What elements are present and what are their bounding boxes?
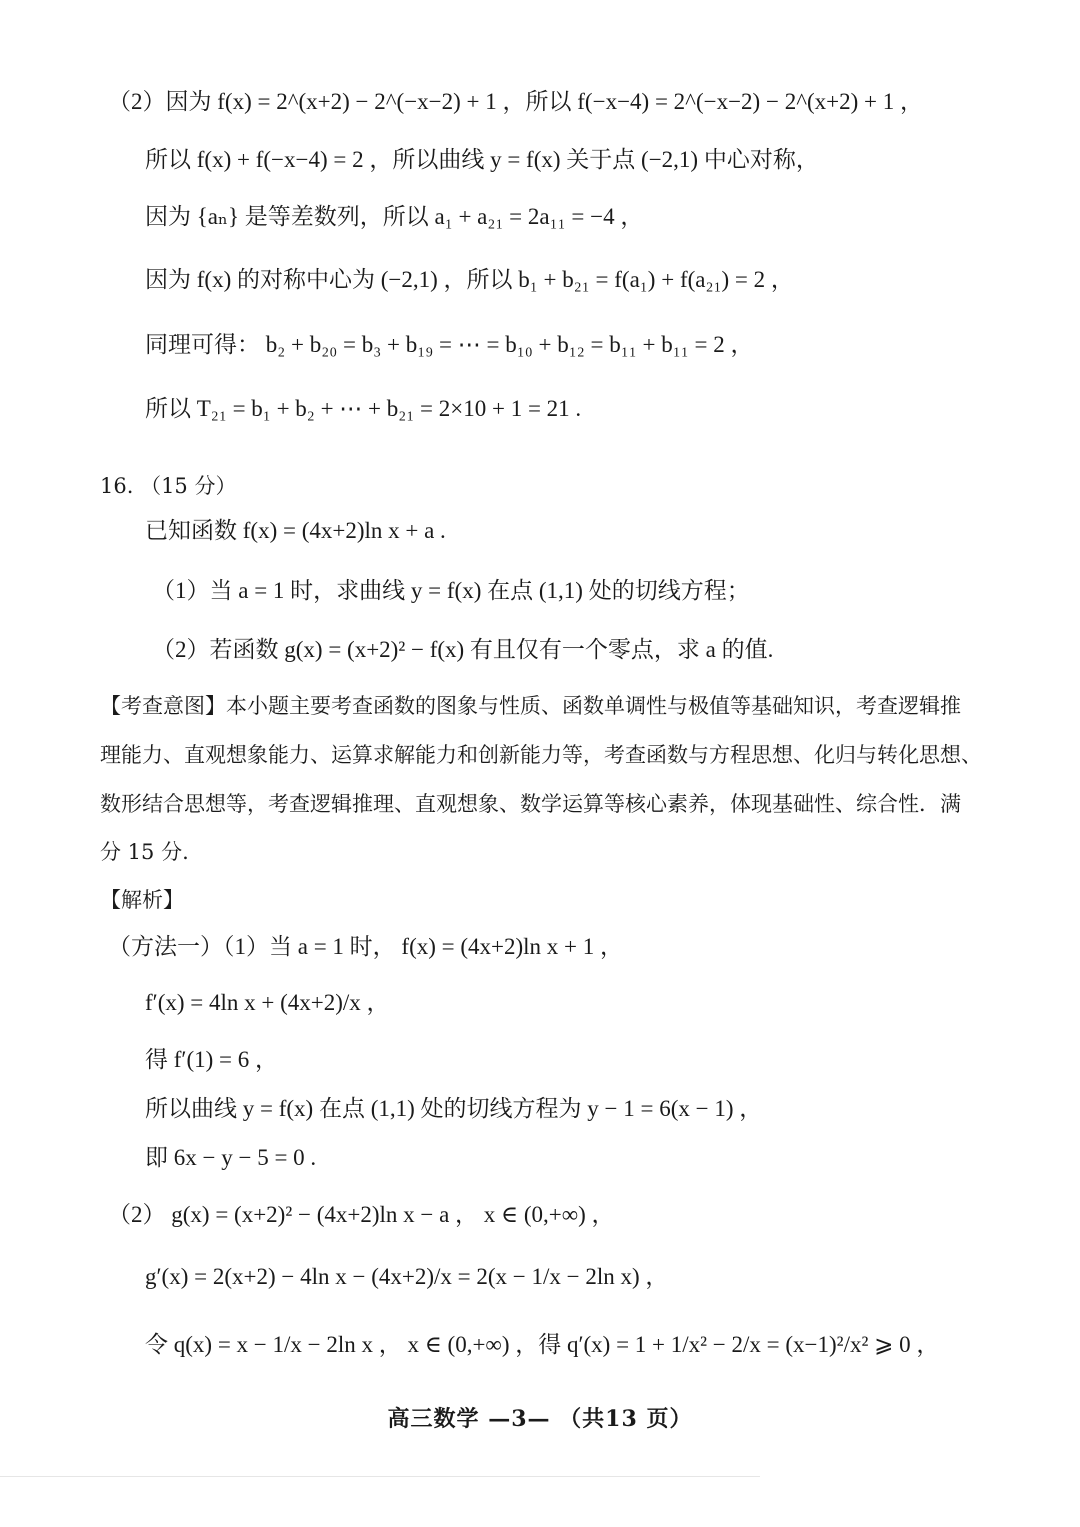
part2-line-1: （2） g(x) = (x+2)² − (4x+2)ln x − a ， x ∈ (0,+∞) ， — [108, 1202, 615, 1227]
analysis-label: 【解析】 — [100, 888, 184, 912]
method1-line-1: （方法一）（1）当 a = 1 时， f(x) = (4x+2)ln x + 1 ， — [108, 934, 624, 959]
prev-line-5: 同理可得： b₂ + b₂₀ = b₃ + b₁₉ = ⋯ = b₁₀ + b₁₂ = b₁₁ + b₁₁ = 2 ， — [145, 332, 754, 357]
prev-line-2: 所以 f(x) + f(−x−4) = 2 ，所以曲线 y = f(x) 关于点 (−2,1) 中心对称， — [145, 147, 819, 172]
prev-line-6: 所以 T₂₁ = b₁ + b₂ + ⋯ + b₂₁ = 2×10 + 1 = 21 . — [145, 396, 582, 421]
prev-line-1: （2）因为 f(x) = 2^(x+2) − 2^(−x−2) + 1 ，所以 f(−x−4) = 2^(−x−2) − 2^(x+2) + 1 ， — [108, 89, 923, 114]
method1-line-3: 得 f′(1) = 6 ， — [145, 1047, 278, 1072]
problem-16-part-1: （1）当 a = 1 时，求曲线 y = f(x) 在点 (1,1) 处的切线方程； — [152, 578, 750, 603]
page-footer: 高三数学 —3— （共13 页） — [387, 1406, 693, 1432]
method1-line-4: 所以曲线 y = f(x) 在点 (1,1) 处的切线方程为 y − 1 = 6(x − 1) ， — [145, 1096, 763, 1121]
prev-line-4: 因为 f(x) 的对称中心为 (−2,1) ，所以 b₁ + b₂₁ = f(a₁) + f(a₂₁) = 2 ， — [145, 267, 794, 292]
prev-line-3: 因为 {aₙ} 是等差数列，所以 a₁ + a₂₁ = 2a₁₁ = −4 ， — [145, 204, 644, 229]
problem-16-stem: 已知函数 f(x) = (4x+2)ln x + a . — [145, 518, 446, 543]
intent-line-1: 【考查意图】本小题主要考查函数的图象与性质、函数单调性与极值等基础知识，考查逻辑推 — [100, 694, 961, 718]
method1-line-2: f′(x) = 4ln x + (4x+2)/x ， — [145, 990, 390, 1015]
part2-line-3: 令 q(x) = x − 1/x − 2ln x ， x ∈ (0,+∞) ，得 q′(x) = 1 + 1/x² − 2/x = (x−1)²/x² ⩾ 0 ， — [145, 1332, 940, 1357]
method1-line-5: 即 6x − y − 5 = 0 . — [145, 1145, 317, 1170]
intent-line-3: 数形结合思想等，考查逻辑推理、直观想象、数学运算等核心素养，体现基础性、综合性．满 — [100, 792, 961, 816]
problem-16-part-2: （2）若函数 g(x) = (x+2)² − f(x) 有且仅有一个零点，求 a 的值. — [152, 637, 774, 662]
intent-line-2: 理能力、直观想象能力、运算求解能力和创新能力等，考查函数与方程思想、化归与转化思想、 — [100, 743, 982, 767]
problem-16-header: 16. （15 分） — [100, 474, 237, 498]
bottom-divider — [0, 1476, 760, 1477]
intent-line-4: 分 15 分. — [100, 840, 189, 864]
part2-line-2: g′(x) = 2(x+2) − 4ln x − (4x+2)/x = 2(x − 1/x − 2ln x) ， — [145, 1264, 669, 1289]
